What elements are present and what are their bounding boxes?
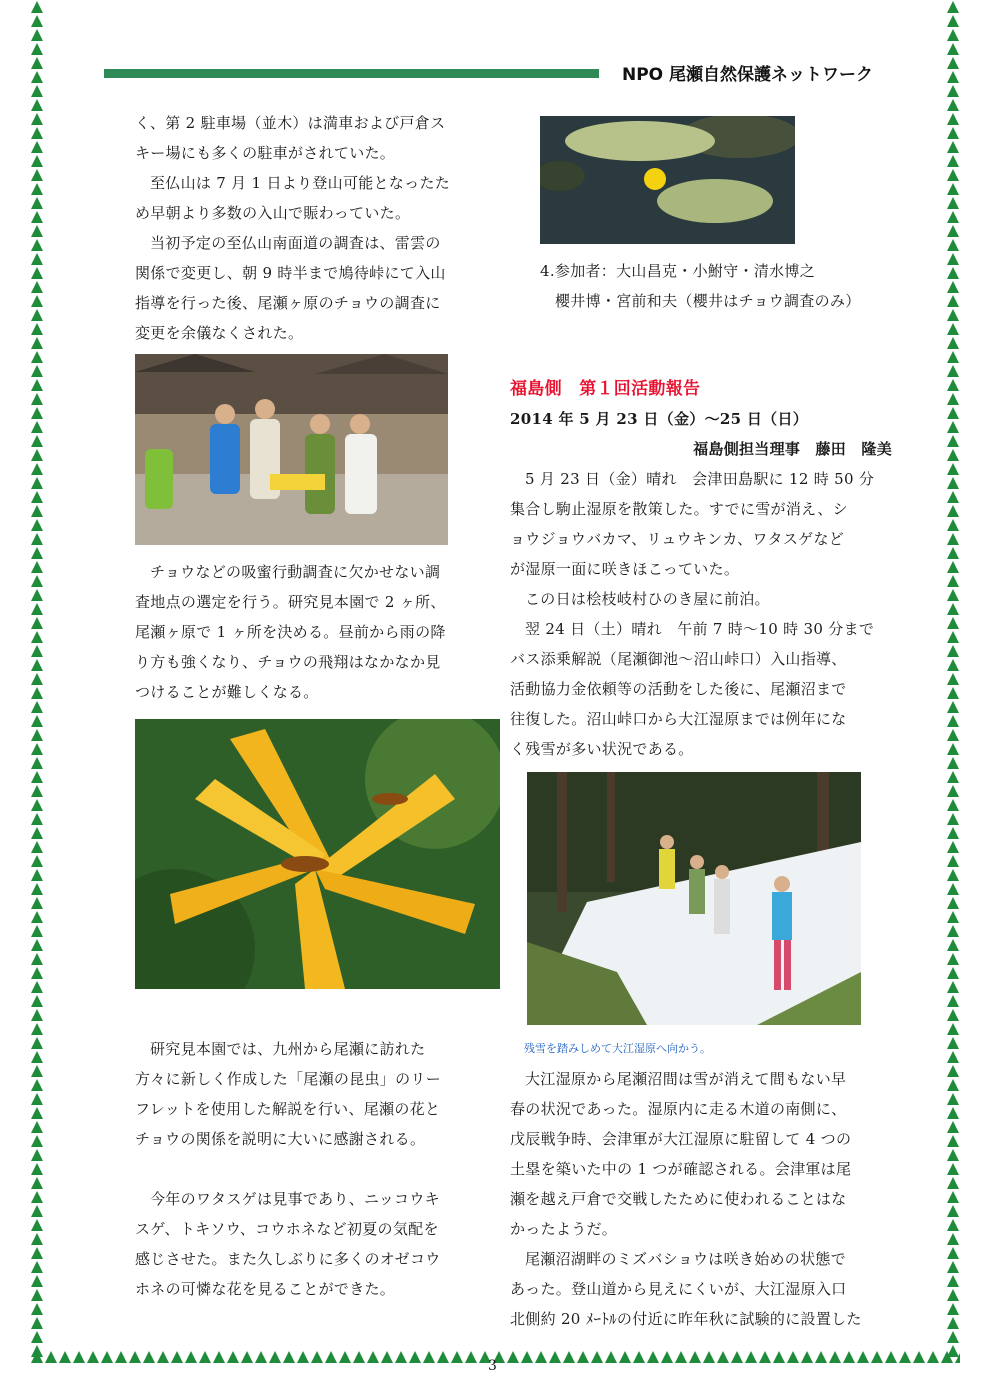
pond-lily-photo [540,116,795,244]
text-line: 大江湿原から尾瀬沼間は雪が消えて間もない早 [525,1070,847,1088]
left-tree-border [30,0,44,1398]
text-line: チョウの関係を説明に大いに感謝される。 [135,1130,426,1148]
report-heading: 福島側 第１回活動報告 [510,379,701,399]
text-line: フレットを使用した解説を行い、尾瀬の花と [135,1100,441,1118]
text-line: め早朝より多数の入山で賑わっていた。 [135,204,411,222]
text-line: チョウなどの吸蜜行動調査に欠かせない調 [150,563,441,581]
text-line: 当初予定の至仏山南面道の調査は、雷雲の [150,234,441,252]
text-line: 翌 24 日（土）晴れ 午前 7 時～10 時 30 分まで [525,620,875,638]
report-author: 福島側担当理事 藤田 隆美 [693,440,892,458]
text-line: 査地点の選定を行う。研究見本園で 2 ヶ所、 [135,593,446,611]
participants-line: 櫻井博・宮前和夫（櫻井はチョウ調査のみ） [555,292,861,310]
text-line: つけることが難しくなる。 [135,683,319,701]
header-bar [104,69,599,78]
text-line: 感じさせた。また久しぶりに多くのオゼコウ [135,1250,441,1268]
text-line: 至仏山は 7 月 1 日より登山可能となったた [150,174,451,192]
text-line: 活動協力金依頼等の活動をした後に、尾瀬沼まで [510,680,847,698]
text-line: 尾瀬沼湖畔のミズバショウは咲き始めの状態で [525,1250,847,1268]
text-line: り方も強くなり、チョウの飛翔はなかなか見 [135,653,441,671]
text-line: スゲ、トキソウ、コウホネなど初夏の気配を [135,1220,439,1238]
text-line: 研究見本園では、九州から尾瀬に訪れた [150,1040,426,1058]
text-line: く残雪が多い状況である。 [510,740,694,758]
text-line: が湿原一面に咲きほこっていた。 [510,560,740,578]
left-low-text [135,1034,495,1154]
participants-line: 4.参加者：大山昌克・小鮒守・清水博之 [540,262,816,280]
text-line: 戊辰戦争時、会津軍が大江湿原に駐留して 4 つの [510,1130,852,1148]
text-line: 指導を行った後、尾瀬ヶ原のチョウの調査に [135,294,441,312]
survey-group-photo [135,354,448,545]
text-line: く、第 2 駐車場（並木）は満車および戸倉ス [135,114,446,132]
text-line: かったようだ。 [510,1220,618,1238]
text-line: ホネの可憐な花を見ることができた。 [135,1280,396,1298]
report-bottom-text [510,1064,900,1334]
photo-caption: 残雪を踏みしめて大江湿原へ向かう。 [524,1042,711,1055]
text-line: 土塁を築いた中の 1 つが確認される。会津軍は尾 [510,1160,852,1178]
text-line: 5 月 23 日（金）晴れ 会津田島駅に 12 時 50 分 [525,470,875,488]
text-line: ョウジョウバカマ、リュウキンカ、ワタスゲなど [510,530,845,548]
report-date: 2014 年 5 月 23 日（金）～25 日（日） [510,410,809,428]
left-mid-text [135,557,495,707]
participants-text [540,256,910,316]
text-line: 瀬を越え戸倉で交戦したために使われることはな [510,1190,847,1208]
text-line: 春の状況であった。湿原内に走る木道の南側に、 [510,1100,847,1118]
left-top-text [135,108,495,348]
text-line: 尾瀬ヶ原で 1 ヶ所を決める。昼前から雨の降 [135,623,446,641]
text-line: この日は桧枝岐村ひのき屋に前泊。 [525,590,770,608]
report-text [510,374,900,764]
text-line: 変更を余儀なくされた。 [135,324,304,342]
right-tree-border [946,0,960,1398]
text-line: 方々に新しく作成した「尾瀬の昆虫」のリー [135,1070,442,1088]
text-line: 集合し駒止湿原を散策した。すでに雪が消え、シ [510,500,848,518]
snow-trail-photo [527,772,861,1025]
left-bottom-text [135,1184,495,1304]
text-line: キー場にも多くの駐車がされていた。 [135,144,396,162]
lily-flower-photo [135,719,500,989]
text-line: 往復した。沼山峠口から大江湿原までは例年にな [510,710,847,728]
text-line: 今年のワタスゲは見事であり、ニッコウキ [150,1190,440,1208]
page-number: 3 [488,1358,497,1374]
text-line: 北側約 20 ﾒｰﾄﾙの付近に昨年秋に試験的に設置した [510,1310,862,1328]
text-line: あった。登山道から見えにくいが、大江湿原入口 [510,1280,847,1298]
text-line: バス添乗解説（尾瀬御池～沼山峠口）入山指導、 [510,650,847,668]
text-line: 関係で変更し、朝 9 時半まで鳩待峠にて入山 [135,264,446,282]
header-title: NPO 尾瀬自然保護ネットワーク [622,65,874,85]
